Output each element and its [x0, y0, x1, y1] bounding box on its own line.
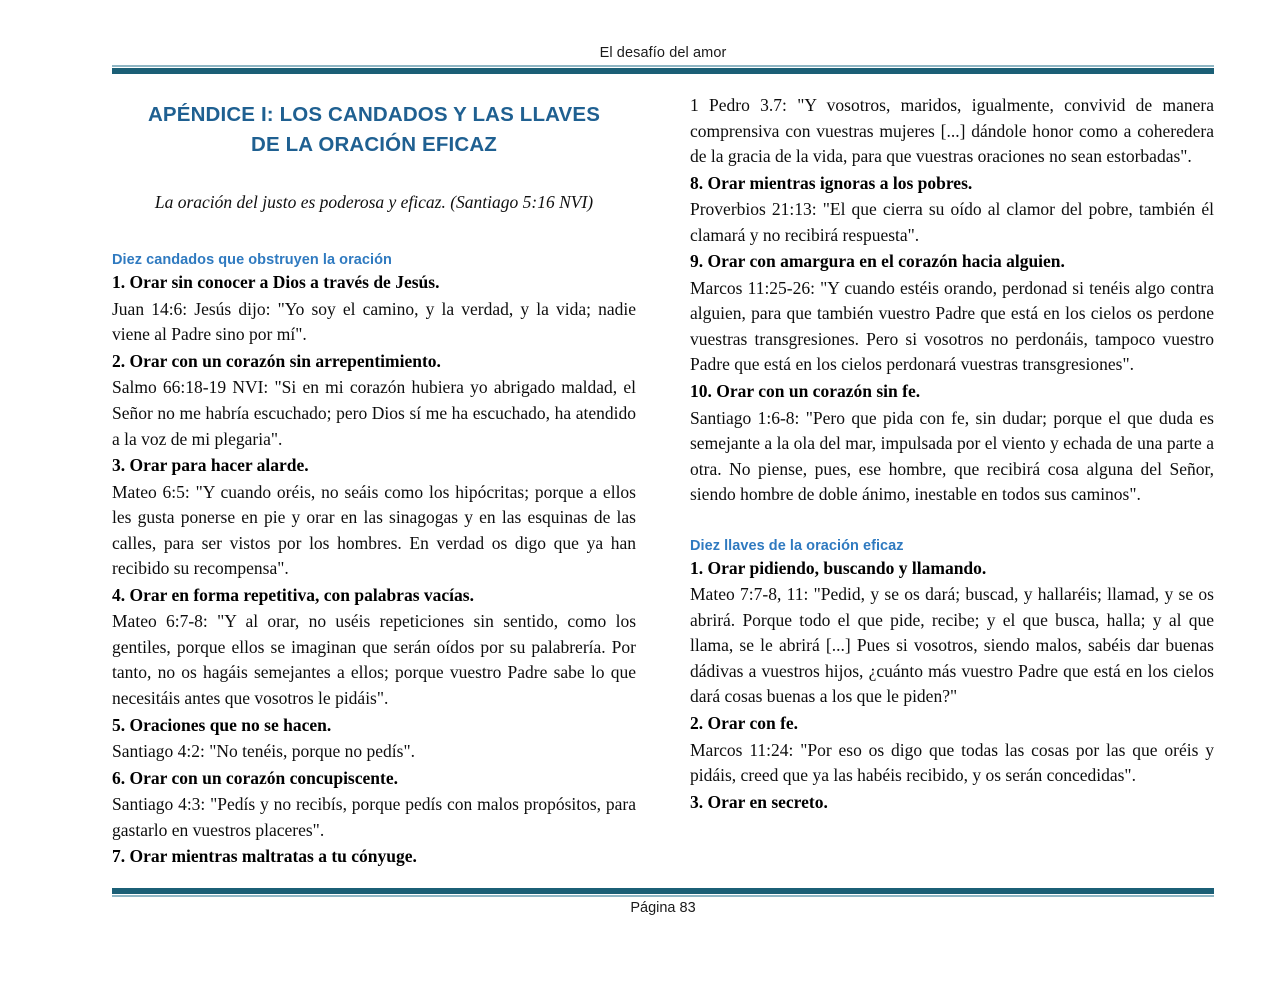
lock-item-title: 6. Orar con un corazón concupiscente. — [112, 767, 398, 788]
key-item-verse: Mateo 7:7-8, 11: "Pedid, y se os dará; buscad, y hallaréis; llamad, y se os abrirá. Porque todo el que pide, recibe; y el que busca, halla; y al que llama, se le abrirá [...] Pues si vosotros, siendo malos, sabéis dar buenas dádivas a vuestros hijos, ¿cuánto más vuestro Padre que está en los cielos dará cosas buenas a los que le piden?" — [690, 584, 1214, 707]
footer-rule-thin-line — [112, 895, 1214, 897]
lock-item-title: 4. Orar en forma repetitiva, con palabras vacías. — [112, 584, 474, 605]
key-item-title: 1. Orar pidiendo, buscando y llamando. — [690, 557, 987, 578]
lock-item-title: 8. Orar mientras ignoras a los pobres. — [690, 172, 973, 193]
left-column — [112, 92, 636, 882]
section-heading-locks: Diez candados que obstruyen la oración — [112, 252, 392, 269]
section-spacer — [690, 508, 1214, 538]
page-title: APÉNDICE I: LOS CANDADOS Y LAS LLAVES DE LA ORACIÓN EFICAZ — [147, 103, 601, 157]
lock-item-verse: Santiago 1:6-8: "Pero que pida con fe, sin dudar; porque el que duda es semejante a la ola del mar, impulsada por el viento y echada de una parte a otra. No piense, pues, ese hombre, que recibirá cosa alguna del Señor, siendo hombre de doble ánimo, inestable en todos sus caminos". — [690, 407, 1214, 505]
epigraph-scripture: La oración del justo es poderosa y eficaz. (Santiago 5:16 NVI) — [154, 191, 594, 212]
running-header: El desafío del amor — [599, 45, 727, 61]
lock-item-title: 9. Orar con amargura en el corazón hacia alguien. — [690, 251, 1065, 272]
lock-item-title: 3. Orar para hacer alarde. — [112, 455, 309, 476]
key-item-title: 3. Orar en secreto. — [690, 791, 828, 812]
two-column-body — [112, 92, 1214, 882]
lock-item-verse: Mateo 6:5: "Y cuando oréis, no seáis como los hipócritas; porque a ellos les gusta ponerse en pie y orar en las sinagogas y en las esquinas de las calles, para ser vistos por los hombres. En verdad os digo que ya han recibido su recompensa". — [112, 481, 636, 579]
lock-item-verse: Proverbios 21:13: "El que cierra su oído al clamor del pobre, también él clamará y no recibirá respuesta". — [690, 199, 1214, 245]
lock-item-title: 7. Orar mientras maltratas a tu cónyuge. — [112, 846, 417, 867]
footer-rule — [112, 888, 1214, 897]
lock-item-title: 10. Orar con un corazón sin fe. — [690, 381, 921, 402]
lock-item-title: 2. Orar con un corazón sin arrepentimiento. — [112, 350, 441, 371]
running-footer-page-number: Página 83 — [630, 900, 696, 916]
right-column — [690, 92, 1214, 882]
lock-item-verse: Salmo 66:18-19 NVI: "Si en mi corazón hubiera yo abrigado maldad, el Señor no me habría escuchado; pero Dios sí me ha escuchado, ha atendido a la voz de mi plegaria". — [112, 377, 636, 449]
section-heading-keys: Diez llaves de la oración eficaz — [690, 537, 904, 554]
lock-item-verse: Juan 14:6: Jesús dijo: "Yo soy el camino, y la verdad, y la vida; nadie viene al Padre sino por mí". — [112, 298, 636, 345]
lock-item-verse: Santiago 4:2: "No tenéis, porque no pedís". — [112, 741, 415, 762]
lock-item-verse: Marcos 11:25-26: "Y cuando estéis orando, perdonad si tenéis algo contra alguien, para que también vuestro Padre que está en los cielos os perdone vuestras transgresiones. Pero si vosotros no perdonáis, tampoco vuestro Padre que está en los cielos perdonará vuestras transgresiones". — [690, 277, 1214, 375]
lock-item-verse: Santiago 4:3: "Pedís y no recibís, porque pedís con malos propósitos, para gastarlo en vuestros placeres". — [112, 794, 636, 840]
key-item-title: 2. Orar con fe. — [690, 713, 799, 734]
header-rule-thick-line — [112, 68, 1214, 74]
lock-item-title: 1. Orar sin conocer a Dios a través de Jesús. — [112, 272, 440, 293]
header-rule — [112, 65, 1214, 74]
lock-item-verse: 1 Pedro 3.7: "Y vosotros, maridos, igualmente, convivid de manera comprensiva con vuestras mujeres [...] dándole honor como a coheredera de la gracia de la vida, para que vuestras oraciones no sean estorbadas". — [690, 95, 1214, 167]
lock-item-verse: Mateo 6:7-8: "Y al orar, no uséis repeticiones sin sentido, como los gentiles, porque ellos se imaginan que serán oídos por su palabrería. Por tanto, no os hagáis semejantes a ellos; porque vuestro Padre sabe lo que necesitáis antes que vosotros le pidáis". — [112, 611, 636, 709]
lock-item-title: 5. Oraciones que no se hacen. — [112, 714, 332, 735]
key-item-verse: Marcos 11:24: "Por eso os digo que todas las cosas por las que oréis y pidáis, creed que ya las habéis recibido, y os serán concedidas". — [690, 739, 1214, 786]
